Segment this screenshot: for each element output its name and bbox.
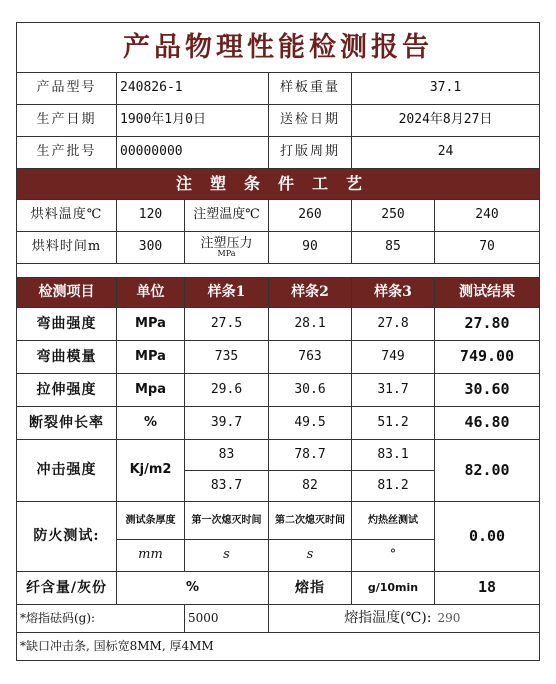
process-label: 烘料温度℃ bbox=[17, 200, 117, 232]
process-value: 120 bbox=[117, 200, 185, 232]
sample-value: 29.6 bbox=[185, 374, 269, 407]
report-title: 产品物理性能检测报告 bbox=[17, 23, 540, 73]
sample-value: 83.1 bbox=[352, 440, 435, 471]
process-row bbox=[17, 232, 540, 264]
header-result: 测试结果 bbox=[435, 278, 540, 308]
fire-row bbox=[17, 502, 540, 540]
process-value: 240 bbox=[435, 200, 540, 232]
footer-note-row bbox=[17, 633, 540, 661]
temp-value: 290 bbox=[435, 605, 540, 633]
info-value: 2024年8月27日 bbox=[352, 105, 540, 137]
process-label-unit: MPa bbox=[217, 249, 236, 259]
info-label: 产品型号 bbox=[17, 73, 117, 105]
fire-col-head: 第一次熄灭时间 bbox=[185, 502, 269, 540]
test-name: 拉伸强度 bbox=[17, 374, 117, 407]
info-label: 样板重量 bbox=[269, 73, 352, 105]
table-row bbox=[17, 308, 540, 341]
process-section-title: 注塑条件工艺 bbox=[17, 169, 540, 200]
info-value: 00000000 bbox=[117, 137, 269, 169]
info-label: 打版周期 bbox=[269, 137, 352, 169]
sample-value: 31.7 bbox=[352, 374, 435, 407]
fire-unit: mm bbox=[117, 540, 185, 572]
info-value: 24 bbox=[352, 137, 540, 169]
fire-name: 防火测试: bbox=[17, 502, 117, 572]
melt-label: 熔指 bbox=[269, 572, 352, 605]
fire-result: 0.00 bbox=[435, 502, 540, 572]
sample-value: 39.7 bbox=[185, 407, 269, 440]
sample-value: 735 bbox=[185, 341, 269, 374]
impact-unit: Kj/m2 bbox=[117, 440, 185, 502]
sample-value: 28.1 bbox=[269, 308, 352, 341]
spacer-row bbox=[17, 264, 540, 278]
fire-col-head: 第二次熄灭时间 bbox=[269, 502, 352, 540]
sample-value: 27.5 bbox=[185, 308, 269, 341]
table-row bbox=[17, 374, 540, 407]
test-result: 30.60 bbox=[435, 374, 540, 407]
info-label: 生产日期 bbox=[17, 105, 117, 137]
header-sample-2: 样条2 bbox=[269, 278, 352, 308]
impact-name: 冲击强度 bbox=[17, 440, 117, 502]
info-row bbox=[17, 105, 540, 137]
fire-unit: s bbox=[185, 540, 269, 572]
fire-col-head: 测试条厚度 bbox=[117, 502, 185, 540]
process-value: 250 bbox=[352, 200, 435, 232]
test-unit: Mpa bbox=[117, 374, 185, 407]
info-label: 送检日期 bbox=[269, 105, 352, 137]
process-value: 85 bbox=[352, 232, 435, 264]
test-name: 弯曲强度 bbox=[17, 308, 117, 341]
impact-result: 82.00 bbox=[435, 440, 540, 502]
temp-label: 熔指温度(℃): bbox=[269, 605, 435, 633]
header-unit: 单位 bbox=[117, 278, 185, 308]
process-label: 注塑压力 bbox=[200, 235, 253, 251]
test-unit: MPa bbox=[117, 308, 185, 341]
footer-row bbox=[17, 605, 540, 633]
table-row bbox=[17, 341, 540, 374]
sample-value: 763 bbox=[269, 341, 352, 374]
fire-col-head: 灼热丝测试 bbox=[352, 502, 435, 540]
sample-value: 49.5 bbox=[269, 407, 352, 440]
weight-label: *熔指砝码(g): bbox=[17, 605, 185, 633]
process-value: 300 bbox=[117, 232, 185, 264]
process-value: 260 bbox=[269, 200, 352, 232]
header-sample-3: 样条3 bbox=[352, 278, 435, 308]
sample-value: 27.8 bbox=[352, 308, 435, 341]
test-result: 46.80 bbox=[435, 407, 540, 440]
sample-value: 83.7 bbox=[185, 471, 269, 502]
test-unit: % bbox=[117, 407, 185, 440]
footer-note: *缺口冲击条, 国标宽8MM, 厚4MM bbox=[17, 633, 540, 661]
fiber-name: 纤含量/灰份 bbox=[17, 572, 117, 605]
test-result: 27.80 bbox=[435, 308, 540, 341]
test-name: 断裂伸长率 bbox=[17, 407, 117, 440]
header-item: 检测项目 bbox=[17, 278, 117, 308]
test-result: 749.00 bbox=[435, 341, 540, 374]
fire-unit: s bbox=[269, 540, 352, 572]
process-row bbox=[17, 200, 540, 232]
info-row bbox=[17, 137, 540, 169]
report-sheet bbox=[16, 22, 539, 667]
header-sample-1: 样条1 bbox=[185, 278, 269, 308]
test-header-row bbox=[17, 278, 540, 308]
report-table bbox=[16, 22, 540, 661]
test-unit: MPa bbox=[117, 341, 185, 374]
process-value: 90 bbox=[269, 232, 352, 264]
info-value: 240826-1 bbox=[117, 73, 269, 105]
fiber-unit: % bbox=[117, 572, 269, 605]
test-name: 弯曲模量 bbox=[17, 341, 117, 374]
sample-value: 749 bbox=[352, 341, 435, 374]
sample-value: 81.2 bbox=[352, 471, 435, 502]
table-row bbox=[17, 407, 540, 440]
sample-value: 78.7 bbox=[269, 440, 352, 471]
fire-unit: ° bbox=[352, 540, 435, 572]
sample-value: 82 bbox=[269, 471, 352, 502]
weight-value: 5000 bbox=[185, 605, 269, 633]
melt-value: 18 bbox=[435, 572, 540, 605]
process-label-cell bbox=[185, 232, 269, 264]
melt-unit: g/10min bbox=[352, 572, 435, 605]
process-label: 烘料时间m bbox=[17, 232, 117, 264]
sample-value: 83 bbox=[185, 440, 269, 471]
info-label: 生产批号 bbox=[17, 137, 117, 169]
info-row bbox=[17, 73, 540, 105]
fiber-row bbox=[17, 572, 540, 605]
info-value: 37.1 bbox=[352, 73, 540, 105]
process-value: 70 bbox=[435, 232, 540, 264]
info-value: 1900年1月0日 bbox=[117, 105, 269, 137]
sample-value: 30.6 bbox=[269, 374, 352, 407]
sample-value: 51.2 bbox=[352, 407, 435, 440]
impact-row bbox=[17, 440, 540, 471]
process-label: 注塑温度℃ bbox=[185, 200, 269, 232]
